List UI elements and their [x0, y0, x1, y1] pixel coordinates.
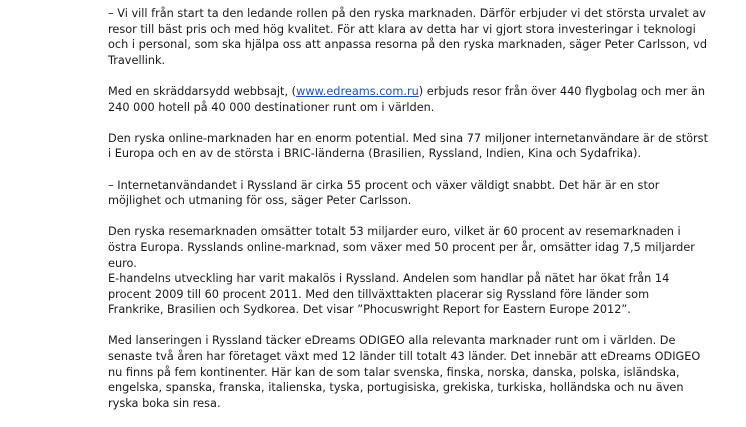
paragraph-quote-internet: – Internetanvändandet i Ryssland är cirka 55 procent och växer väldigt snabbt. Det här är en stor möjlighet och utmaning för oss, säger Peter Carlsson.	[108, 178, 660, 208]
paragraph-website	[108, 84, 708, 115]
paragraph-quote-launch: – Vi vill från start ta den ledande rollen på den ryska marknaden. Därför erbjuder vi det största urvalet av resor till bäst pris och med hög kvalitet. För att klara av detta har vi gjort stora investeringar i teknologi och i personal, som ska hjälpa oss att anpassa resorna på den ryska marknaden, säger Peter Carlsson, vd Travellink.	[108, 7, 708, 67]
paragraph-launch-coverage: Med lanseringen i Ryssland täcker eDreams ODIGEO alla relevanta marknader runt om i världen. De senaste två åren har företaget växt med 12 länder till totalt 43 länder. Det innebär att eDreams ODIGEO nu finns på fem kontinenter. Här kan de som talar svenska, finska, norska, danska, polska, isländska, engelska, spanska, franska, italienska, tyska, portugisiska, grekiska, turkiska, holländska och nu även ryska boka sin resa.	[108, 334, 701, 410]
paragraph-website-after: ) erbjuds resor från över 440 flygbolag och mer än 240 000 hotell på 40 000 destinationer runt om i världen.	[108, 84, 706, 114]
paragraph-travel-market: Den ryska resemarknaden omsätter totalt 53 miljarder euro, vilket är 60 procent av resemarknaden i östra Europa. Rysslands online-marknad, som växer med 50 procent per år, omsätter idag 7,5 miljarder euro.	[108, 225, 695, 270]
paragraph-ecommerce: E-handelns utveckling har varit makalös i Ryssland. Andelen som handlar på nätet har ökat från 14 procent 2009 till 60 procent 2011. Med den tillväxttakten placerar sig Ryssland före länder som Frankrike, Brasilien och Sydkorea. Det visar ”Phocuswright Report for Eastern Europe 2012”.	[108, 272, 670, 317]
edreams-ru-link[interactable]: www.edreams.com.ru	[296, 84, 419, 98]
paragraph-market-potential: Den ryska online-marknaden har en enorm potential. Med sina 77 miljoner internetanvändare är de störst i Europa och en av de största i BRIC-länderna (Brasilien, Ryssland, Indien, Kina och Sydafrika).	[108, 131, 708, 161]
document-body	[108, 6, 708, 427]
paragraph-website-before: Med en skräddarsydd webbsajt, (	[108, 84, 297, 98]
